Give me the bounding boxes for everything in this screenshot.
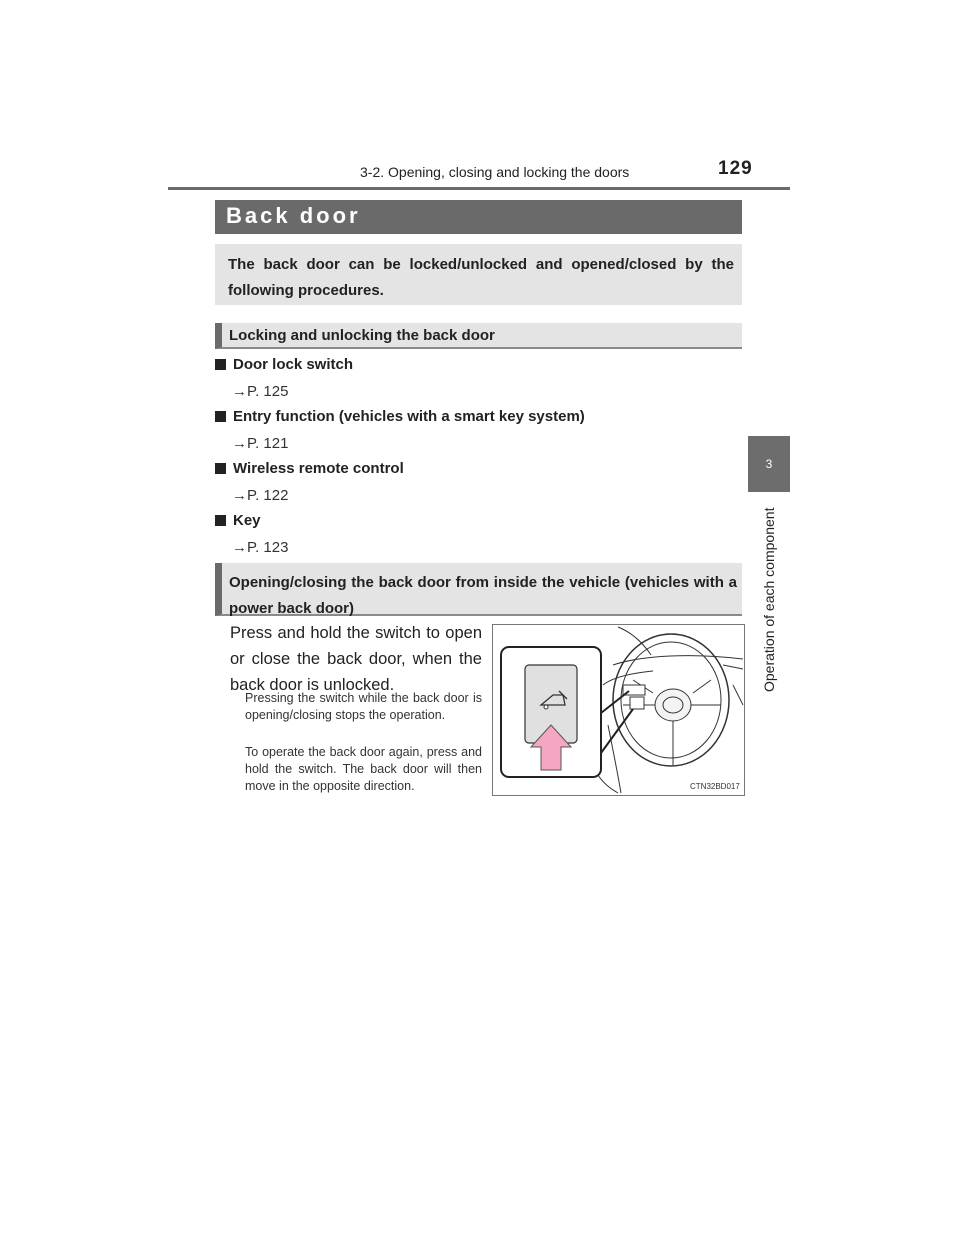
header-rule [168, 187, 790, 190]
list-item: Entry function (vehicles with a smart key system) [215, 408, 585, 425]
section-header: 3-2. Opening, closing and locking the doors [360, 164, 630, 180]
page-title: Back door [226, 203, 361, 228]
list-item: Key [215, 512, 261, 529]
page-reference: →P. 123 [232, 539, 289, 556]
square-bullet-icon [215, 515, 226, 526]
page-reference: →P. 125 [232, 383, 289, 400]
square-bullet-icon [215, 411, 226, 422]
page-reference: →P. 122 [232, 487, 289, 504]
square-bullet-icon [215, 359, 226, 370]
figure-code: CTN32BD017 [690, 782, 740, 791]
square-bullet-icon [215, 463, 226, 474]
list-item: Door lock switch [215, 356, 353, 373]
page-number: 129 [718, 158, 753, 179]
note-text: To operate the back door again, press and hold the switch. The back door will then move in the opposite direction. [245, 745, 482, 793]
subsection-heading-locking: Locking and unlocking the back door [229, 327, 495, 344]
illustration [492, 624, 745, 796]
list-item: Wireless remote control [215, 460, 404, 477]
intro-text: The back door can be locked/unlocked and opened/closed by the following procedures. [228, 256, 734, 299]
body-text: Press and hold the switch to open or close the back door, when the back door is unlocked. [230, 624, 482, 694]
note-text: Pressing the switch while the back door is opening/closing stops the operation. [245, 691, 482, 722]
subsection-heading-inside: Opening/closing the back door from inside the vehicle (vehicles with a power back door) [229, 574, 737, 617]
chapter-tab-label: Operation of each component [761, 507, 777, 692]
dashboard-illustration [493, 625, 744, 795]
chapter-tab-number: 3 [748, 436, 790, 492]
page-reference: →P. 121 [232, 435, 289, 452]
